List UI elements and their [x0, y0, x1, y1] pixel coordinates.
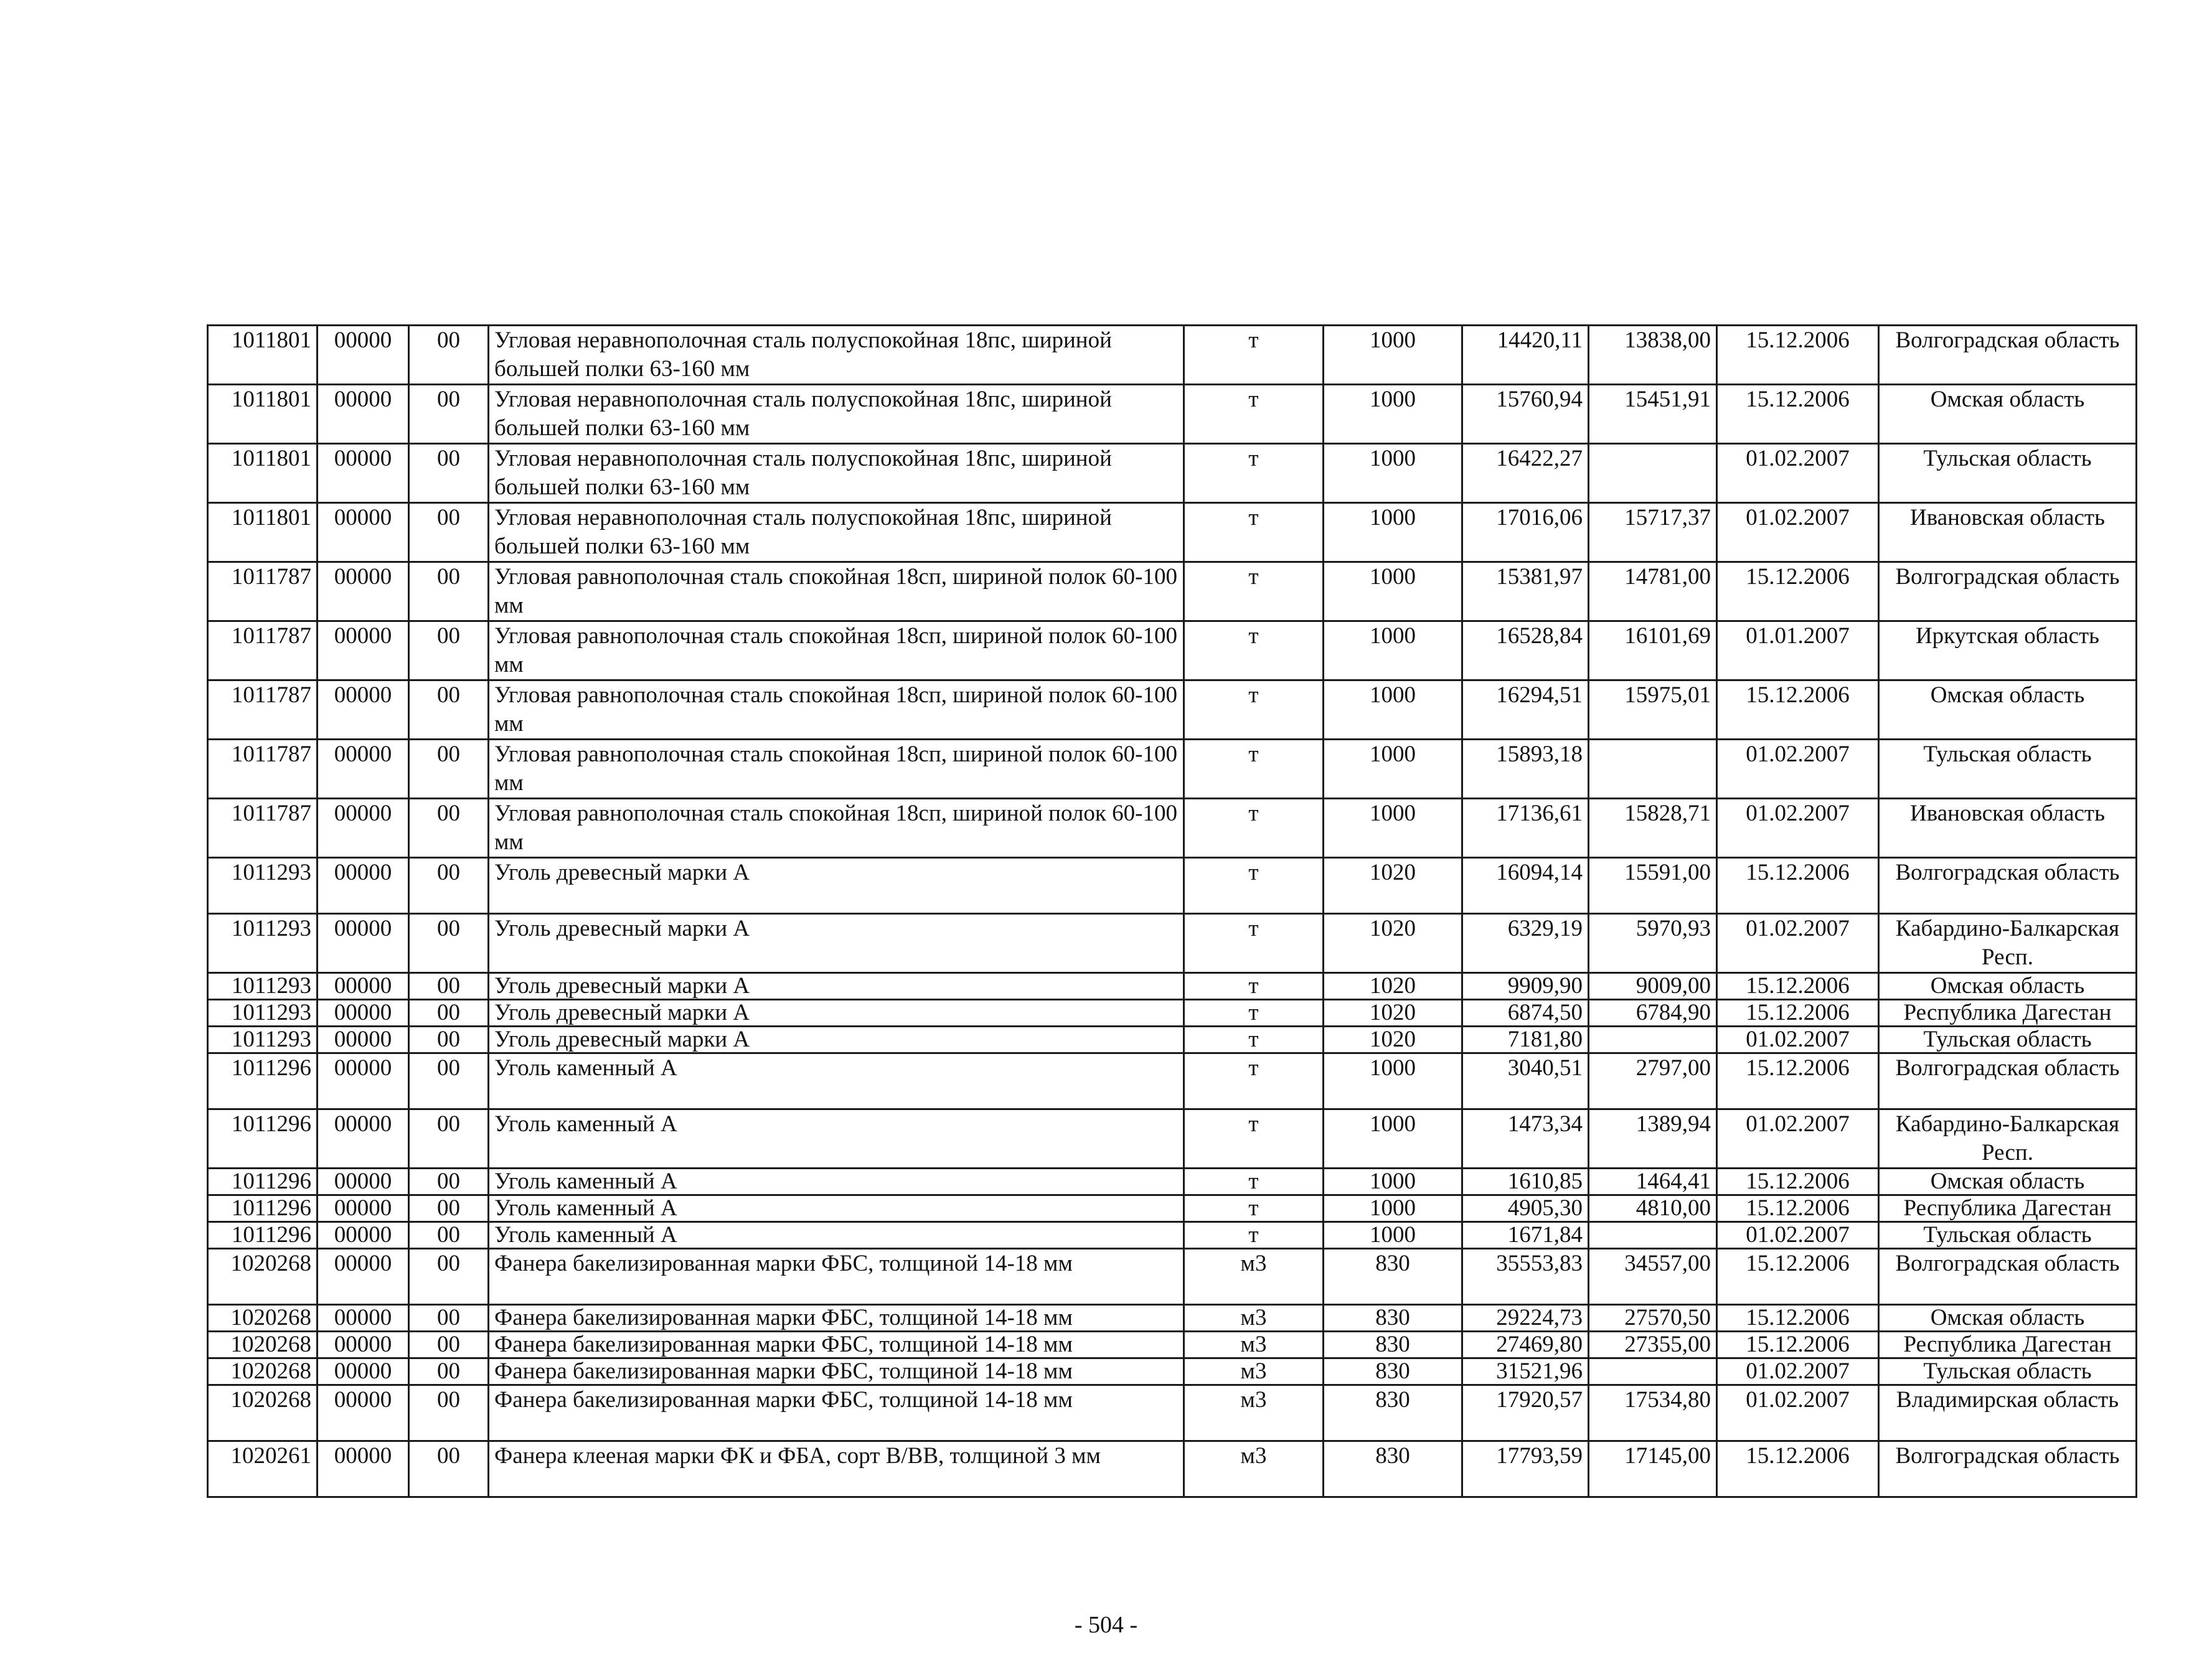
cell-region: Волгоградская область — [1879, 858, 2137, 914]
cell-region: Омская область — [1879, 973, 2137, 1000]
cell-date: 01.02.2007 — [1717, 503, 1879, 562]
cell-price-alt — [1589, 1027, 1717, 1053]
table-row — [208, 1249, 2137, 1305]
cell-price-alt: 27570,50 — [1589, 1305, 1717, 1332]
cell-region: Республика Дагестан — [1879, 1000, 2137, 1027]
cell-price: 7181,80 — [1462, 1027, 1589, 1053]
cell-subcode: 00000 — [318, 680, 409, 740]
cell-group: 00 — [409, 562, 489, 621]
cell-coefficient: 1000 — [1324, 1169, 1462, 1195]
cell-code: 1011801 — [208, 444, 318, 503]
cell-date: 01.02.2007 — [1717, 1222, 1879, 1249]
cell-coefficient: 1000 — [1324, 1195, 1462, 1222]
cell-date: 01.02.2007 — [1717, 1385, 1879, 1441]
cell-coefficient: 1000 — [1324, 1109, 1462, 1169]
cell-name: Уголь каменный А — [489, 1222, 1184, 1249]
cell-coefficient: 1000 — [1324, 1222, 1462, 1249]
cell-date: 01.02.2007 — [1717, 1358, 1879, 1385]
cell-name: Уголь каменный А — [489, 1169, 1184, 1195]
cell-name: Уголь древесный марки А — [489, 973, 1184, 1000]
cell-price: 16094,14 — [1462, 858, 1589, 914]
cell-price: 14420,11 — [1462, 326, 1589, 385]
table-row — [208, 1053, 2137, 1109]
cell-subcode: 00000 — [318, 799, 409, 858]
table-row — [208, 973, 2137, 1000]
cell-region: Волгоградская область — [1879, 1053, 2137, 1109]
cell-name: Угловая равнополочная сталь спокойная 18сп, шириной полок 60-100 мм — [489, 740, 1184, 799]
table-row — [208, 1222, 2137, 1249]
cell-price: 6329,19 — [1462, 914, 1589, 973]
cell-name: Угловая неравнополочная сталь полуспокойная 18пс, шириной большей полки 63-160 мм — [489, 326, 1184, 385]
cell-name: Фанера бакелизированная марки ФБС, толщиной 14-18 мм — [489, 1385, 1184, 1441]
table-row — [208, 914, 2137, 973]
cell-price: 15760,94 — [1462, 385, 1589, 444]
cell-name: Фанера бакелизированная марки ФБС, толщиной 14-18 мм — [489, 1358, 1184, 1385]
cell-unit: т — [1184, 1169, 1324, 1195]
cell-region: Республика Дагестан — [1879, 1195, 2137, 1222]
cell-region: Омская область — [1879, 1305, 2137, 1332]
table-row — [208, 1169, 2137, 1195]
cell-unit: м3 — [1184, 1305, 1324, 1332]
cell-unit: т — [1184, 326, 1324, 385]
cell-region: Омская область — [1879, 680, 2137, 740]
table-row — [208, 1385, 2137, 1441]
cell-code: 1011296 — [208, 1195, 318, 1222]
cell-name: Угловая равнополочная сталь спокойная 18сп, шириной полок 60-100 мм — [489, 562, 1184, 621]
cell-region: Владимирская область — [1879, 1385, 2137, 1441]
cell-name: Уголь древесный марки А — [489, 1027, 1184, 1053]
cell-group: 00 — [409, 858, 489, 914]
cell-group: 00 — [409, 1195, 489, 1222]
cell-price-alt: 17145,00 — [1589, 1441, 1717, 1497]
cell-coefficient: 1000 — [1324, 444, 1462, 503]
cell-subcode: 00000 — [318, 1027, 409, 1053]
cell-subcode: 00000 — [318, 740, 409, 799]
table-body — [208, 326, 2137, 1497]
cell-group: 00 — [409, 1222, 489, 1249]
cell-price-alt: 15828,71 — [1589, 799, 1717, 858]
table-row — [208, 680, 2137, 740]
cell-date: 15.12.2006 — [1717, 858, 1879, 914]
cell-region: Тульская область — [1879, 1222, 2137, 1249]
cell-unit: м3 — [1184, 1332, 1324, 1358]
cell-name: Угловая равнополочная сталь спокойная 18сп, шириной полок 60-100 мм — [489, 621, 1184, 680]
cell-coefficient: 1000 — [1324, 562, 1462, 621]
cell-code: 1011293 — [208, 1000, 318, 1027]
cell-region: Волгоградская область — [1879, 1441, 2137, 1497]
table-row — [208, 503, 2137, 562]
cell-region: Кабардино-Балкарская Респ. — [1879, 914, 2137, 973]
cell-code: 1011296 — [208, 1109, 318, 1169]
cell-region: Ивановская область — [1879, 799, 2137, 858]
table-row — [208, 1000, 2137, 1027]
cell-coefficient: 1000 — [1324, 503, 1462, 562]
cell-date: 15.12.2006 — [1717, 385, 1879, 444]
cell-subcode: 00000 — [318, 1222, 409, 1249]
cell-group: 00 — [409, 1305, 489, 1332]
cell-unit: т — [1184, 444, 1324, 503]
cell-date: 15.12.2006 — [1717, 1053, 1879, 1109]
cell-price: 9909,90 — [1462, 973, 1589, 1000]
cell-subcode: 00000 — [318, 1441, 409, 1497]
cell-region: Ивановская область — [1879, 503, 2137, 562]
cell-subcode: 00000 — [318, 326, 409, 385]
cell-group: 00 — [409, 1441, 489, 1497]
cell-group: 00 — [409, 444, 489, 503]
cell-price-alt: 16101,69 — [1589, 621, 1717, 680]
cell-price: 31521,96 — [1462, 1358, 1589, 1385]
cell-group: 00 — [409, 1169, 489, 1195]
cell-coefficient: 1000 — [1324, 1053, 1462, 1109]
cell-date: 15.12.2006 — [1717, 1195, 1879, 1222]
cell-price-alt — [1589, 444, 1717, 503]
cell-price: 17793,59 — [1462, 1441, 1589, 1497]
cell-coefficient: 1000 — [1324, 680, 1462, 740]
cell-code: 1011787 — [208, 799, 318, 858]
cell-subcode: 00000 — [318, 1358, 409, 1385]
cell-price-alt: 13838,00 — [1589, 326, 1717, 385]
cell-region: Тульская область — [1879, 1358, 2137, 1385]
cell-region: Иркутская область — [1879, 621, 2137, 680]
cell-price: 1473,34 — [1462, 1109, 1589, 1169]
cell-subcode: 00000 — [318, 1109, 409, 1169]
cell-code: 1020268 — [208, 1305, 318, 1332]
cell-price: 16294,51 — [1462, 680, 1589, 740]
cell-group: 00 — [409, 680, 489, 740]
cell-price-alt: 1389,94 — [1589, 1109, 1717, 1169]
cell-price-alt — [1589, 1358, 1717, 1385]
cell-subcode: 00000 — [318, 1385, 409, 1441]
cell-price-alt: 14781,00 — [1589, 562, 1717, 621]
cell-price-alt: 34557,00 — [1589, 1249, 1717, 1305]
cell-price-alt: 9009,00 — [1589, 973, 1717, 1000]
cell-unit: т — [1184, 914, 1324, 973]
cell-code: 1011787 — [208, 740, 318, 799]
cell-date: 15.12.2006 — [1717, 973, 1879, 1000]
cell-unit: т — [1184, 858, 1324, 914]
cell-region: Тульская область — [1879, 444, 2137, 503]
cell-coefficient: 1000 — [1324, 621, 1462, 680]
cell-group: 00 — [409, 799, 489, 858]
cell-price-alt: 6784,90 — [1589, 1000, 1717, 1027]
cell-price-alt: 4810,00 — [1589, 1195, 1717, 1222]
cell-group: 00 — [409, 1249, 489, 1305]
cell-subcode: 00000 — [318, 973, 409, 1000]
cell-subcode: 00000 — [318, 503, 409, 562]
cell-unit: т — [1184, 680, 1324, 740]
cell-unit: т — [1184, 562, 1324, 621]
cell-region: Волгоградская область — [1879, 326, 2137, 385]
table-row — [208, 326, 2137, 385]
cell-date: 15.12.2006 — [1717, 562, 1879, 621]
price-table — [207, 324, 2137, 1498]
cell-price: 17920,57 — [1462, 1385, 1589, 1441]
cell-name: Фанера бакелизированная марки ФБС, толщиной 14-18 мм — [489, 1332, 1184, 1358]
cell-code: 1011801 — [208, 385, 318, 444]
cell-group: 00 — [409, 1027, 489, 1053]
cell-code: 1011787 — [208, 621, 318, 680]
table-row — [208, 1027, 2137, 1053]
cell-unit: т — [1184, 1027, 1324, 1053]
cell-subcode: 00000 — [318, 444, 409, 503]
cell-unit: м3 — [1184, 1385, 1324, 1441]
cell-coefficient: 830 — [1324, 1305, 1462, 1332]
cell-date: 01.02.2007 — [1717, 1027, 1879, 1053]
cell-price: 17016,06 — [1462, 503, 1589, 562]
cell-date: 15.12.2006 — [1717, 326, 1879, 385]
cell-price: 15893,18 — [1462, 740, 1589, 799]
cell-name: Угловая неравнополочная сталь полуспокойная 18пс, шириной большей полки 63-160 мм — [489, 444, 1184, 503]
cell-group: 00 — [409, 914, 489, 973]
cell-unit: т — [1184, 973, 1324, 1000]
cell-group: 00 — [409, 1358, 489, 1385]
cell-unit: м3 — [1184, 1249, 1324, 1305]
table-row — [208, 1358, 2137, 1385]
table-row — [208, 1305, 2137, 1332]
cell-price: 1671,84 — [1462, 1222, 1589, 1249]
cell-subcode: 00000 — [318, 914, 409, 973]
cell-price: 15381,97 — [1462, 562, 1589, 621]
cell-price: 27469,80 — [1462, 1332, 1589, 1358]
cell-code: 1011787 — [208, 562, 318, 621]
cell-region: Республика Дагестан — [1879, 1332, 2137, 1358]
cell-date: 15.12.2006 — [1717, 1305, 1879, 1332]
cell-name: Фанера клееная марки ФК и ФБА, сорт В/ВВ, толщиной 3 мм — [489, 1441, 1184, 1497]
cell-group: 00 — [409, 503, 489, 562]
cell-name: Угловая равнополочная сталь спокойная 18сп, шириной полок 60-100 мм — [489, 680, 1184, 740]
cell-unit: м3 — [1184, 1358, 1324, 1385]
page-number: - 504 - — [1074, 1612, 1138, 1638]
cell-price: 6874,50 — [1462, 1000, 1589, 1027]
cell-name: Угловая равнополочная сталь спокойная 18сп, шириной полок 60-100 мм — [489, 799, 1184, 858]
cell-code: 1011293 — [208, 973, 318, 1000]
cell-region: Омская область — [1879, 1169, 2137, 1195]
cell-price-alt — [1589, 740, 1717, 799]
cell-price: 1610,85 — [1462, 1169, 1589, 1195]
cell-price-alt: 15975,01 — [1589, 680, 1717, 740]
cell-coefficient: 1000 — [1324, 385, 1462, 444]
cell-name: Уголь каменный А — [489, 1109, 1184, 1169]
cell-coefficient: 830 — [1324, 1385, 1462, 1441]
cell-date: 01.01.2007 — [1717, 621, 1879, 680]
cell-code: 1011787 — [208, 680, 318, 740]
cell-coefficient: 1020 — [1324, 973, 1462, 1000]
cell-coefficient: 1000 — [1324, 799, 1462, 858]
cell-date: 15.12.2006 — [1717, 1000, 1879, 1027]
cell-code: 1011801 — [208, 326, 318, 385]
table-row — [208, 858, 2137, 914]
cell-region: Кабардино-Балкарская Респ. — [1879, 1109, 2137, 1169]
cell-region: Тульская область — [1879, 1027, 2137, 1053]
cell-name: Уголь каменный А — [489, 1053, 1184, 1109]
table-row — [208, 385, 2137, 444]
cell-price: 35553,83 — [1462, 1249, 1589, 1305]
table-row — [208, 562, 2137, 621]
cell-price: 16528,84 — [1462, 621, 1589, 680]
table-row — [208, 799, 2137, 858]
cell-date: 01.02.2007 — [1717, 799, 1879, 858]
cell-price-alt: 17534,80 — [1589, 1385, 1717, 1441]
cell-code: 1011293 — [208, 1027, 318, 1053]
cell-coefficient: 830 — [1324, 1332, 1462, 1358]
cell-unit: т — [1184, 1222, 1324, 1249]
cell-price: 17136,61 — [1462, 799, 1589, 858]
cell-date: 01.02.2007 — [1717, 444, 1879, 503]
cell-date: 01.02.2007 — [1717, 740, 1879, 799]
cell-region: Тульская область — [1879, 740, 2137, 799]
cell-group: 00 — [409, 385, 489, 444]
cell-unit: т — [1184, 799, 1324, 858]
cell-subcode: 00000 — [318, 1169, 409, 1195]
cell-subcode: 00000 — [318, 1000, 409, 1027]
cell-group: 00 — [409, 1332, 489, 1358]
cell-coefficient: 1020 — [1324, 1000, 1462, 1027]
cell-unit: т — [1184, 1109, 1324, 1169]
cell-code: 1011293 — [208, 914, 318, 973]
cell-price-alt: 27355,00 — [1589, 1332, 1717, 1358]
cell-group: 00 — [409, 1385, 489, 1441]
cell-group: 00 — [409, 973, 489, 1000]
table-row — [208, 1109, 2137, 1169]
cell-code: 1020268 — [208, 1358, 318, 1385]
cell-date: 15.12.2006 — [1717, 1332, 1879, 1358]
cell-unit: т — [1184, 1195, 1324, 1222]
table-row — [208, 621, 2137, 680]
cell-subcode: 00000 — [318, 385, 409, 444]
cell-name: Фанера бакелизированная марки ФБС, толщиной 14-18 мм — [489, 1305, 1184, 1332]
cell-coefficient: 830 — [1324, 1441, 1462, 1497]
cell-coefficient: 830 — [1324, 1249, 1462, 1305]
cell-name: Уголь древесный марки А — [489, 1000, 1184, 1027]
cell-price-alt: 15591,00 — [1589, 858, 1717, 914]
cell-unit: т — [1184, 503, 1324, 562]
cell-region: Волгоградская область — [1879, 562, 2137, 621]
cell-date: 01.02.2007 — [1717, 1109, 1879, 1169]
cell-date: 15.12.2006 — [1717, 1441, 1879, 1497]
cell-group: 00 — [409, 740, 489, 799]
cell-date: 01.02.2007 — [1717, 914, 1879, 973]
cell-date: 15.12.2006 — [1717, 1249, 1879, 1305]
cell-date: 15.12.2006 — [1717, 680, 1879, 740]
cell-code: 1020261 — [208, 1441, 318, 1497]
cell-subcode: 00000 — [318, 621, 409, 680]
cell-unit: м3 — [1184, 1441, 1324, 1497]
cell-code: 1011296 — [208, 1169, 318, 1195]
cell-name: Фанера бакелизированная марки ФБС, толщиной 14-18 мм — [489, 1249, 1184, 1305]
cell-unit: т — [1184, 385, 1324, 444]
cell-group: 00 — [409, 621, 489, 680]
cell-group: 00 — [409, 326, 489, 385]
table-row — [208, 444, 2137, 503]
cell-group: 00 — [409, 1000, 489, 1027]
cell-coefficient: 1020 — [1324, 1027, 1462, 1053]
cell-code: 1011296 — [208, 1222, 318, 1249]
cell-subcode: 00000 — [318, 1053, 409, 1109]
cell-unit: т — [1184, 740, 1324, 799]
cell-coefficient: 830 — [1324, 1358, 1462, 1385]
cell-region: Волгоградская область — [1879, 1249, 2137, 1305]
table-row — [208, 1332, 2137, 1358]
cell-date: 15.12.2006 — [1717, 1169, 1879, 1195]
cell-price: 29224,73 — [1462, 1305, 1589, 1332]
cell-group: 00 — [409, 1109, 489, 1169]
cell-price-alt: 1464,41 — [1589, 1169, 1717, 1195]
cell-code: 1011296 — [208, 1053, 318, 1109]
cell-code: 1020268 — [208, 1249, 318, 1305]
cell-code: 1011293 — [208, 858, 318, 914]
table-row — [208, 1195, 2137, 1222]
cell-price-alt — [1589, 1222, 1717, 1249]
table-row — [208, 740, 2137, 799]
cell-name: Уголь каменный А — [489, 1195, 1184, 1222]
table-row — [208, 1441, 2137, 1497]
cell-price-alt: 5970,93 — [1589, 914, 1717, 973]
cell-code: 1020268 — [208, 1332, 318, 1358]
cell-price: 4905,30 — [1462, 1195, 1589, 1222]
cell-unit: т — [1184, 1000, 1324, 1027]
cell-coefficient: 1000 — [1324, 326, 1462, 385]
cell-price: 3040,51 — [1462, 1053, 1589, 1109]
cell-name: Уголь древесный марки А — [489, 858, 1184, 914]
cell-coefficient: 1000 — [1324, 740, 1462, 799]
cell-price-alt: 15717,37 — [1589, 503, 1717, 562]
cell-name: Угловая неравнополочная сталь полуспокойная 18пс, шириной большей полки 63-160 мм — [489, 503, 1184, 562]
cell-unit: т — [1184, 621, 1324, 680]
cell-price-alt: 15451,91 — [1589, 385, 1717, 444]
cell-code: 1011801 — [208, 503, 318, 562]
cell-coefficient: 1020 — [1324, 914, 1462, 973]
cell-unit: т — [1184, 1053, 1324, 1109]
cell-group: 00 — [409, 1053, 489, 1109]
cell-subcode: 00000 — [318, 1305, 409, 1332]
cell-subcode: 00000 — [318, 1195, 409, 1222]
cell-code: 1020268 — [208, 1385, 318, 1441]
cell-subcode: 00000 — [318, 1249, 409, 1305]
cell-name: Уголь древесный марки А — [489, 914, 1184, 973]
cell-region: Омская область — [1879, 385, 2137, 444]
cell-coefficient: 1020 — [1324, 858, 1462, 914]
cell-subcode: 00000 — [318, 562, 409, 621]
cell-price: 16422,27 — [1462, 444, 1589, 503]
cell-subcode: 00000 — [318, 1332, 409, 1358]
cell-subcode: 00000 — [318, 858, 409, 914]
cell-name: Угловая неравнополочная сталь полуспокойная 18пс, шириной большей полки 63-160 мм — [489, 385, 1184, 444]
cell-price-alt: 2797,00 — [1589, 1053, 1717, 1109]
